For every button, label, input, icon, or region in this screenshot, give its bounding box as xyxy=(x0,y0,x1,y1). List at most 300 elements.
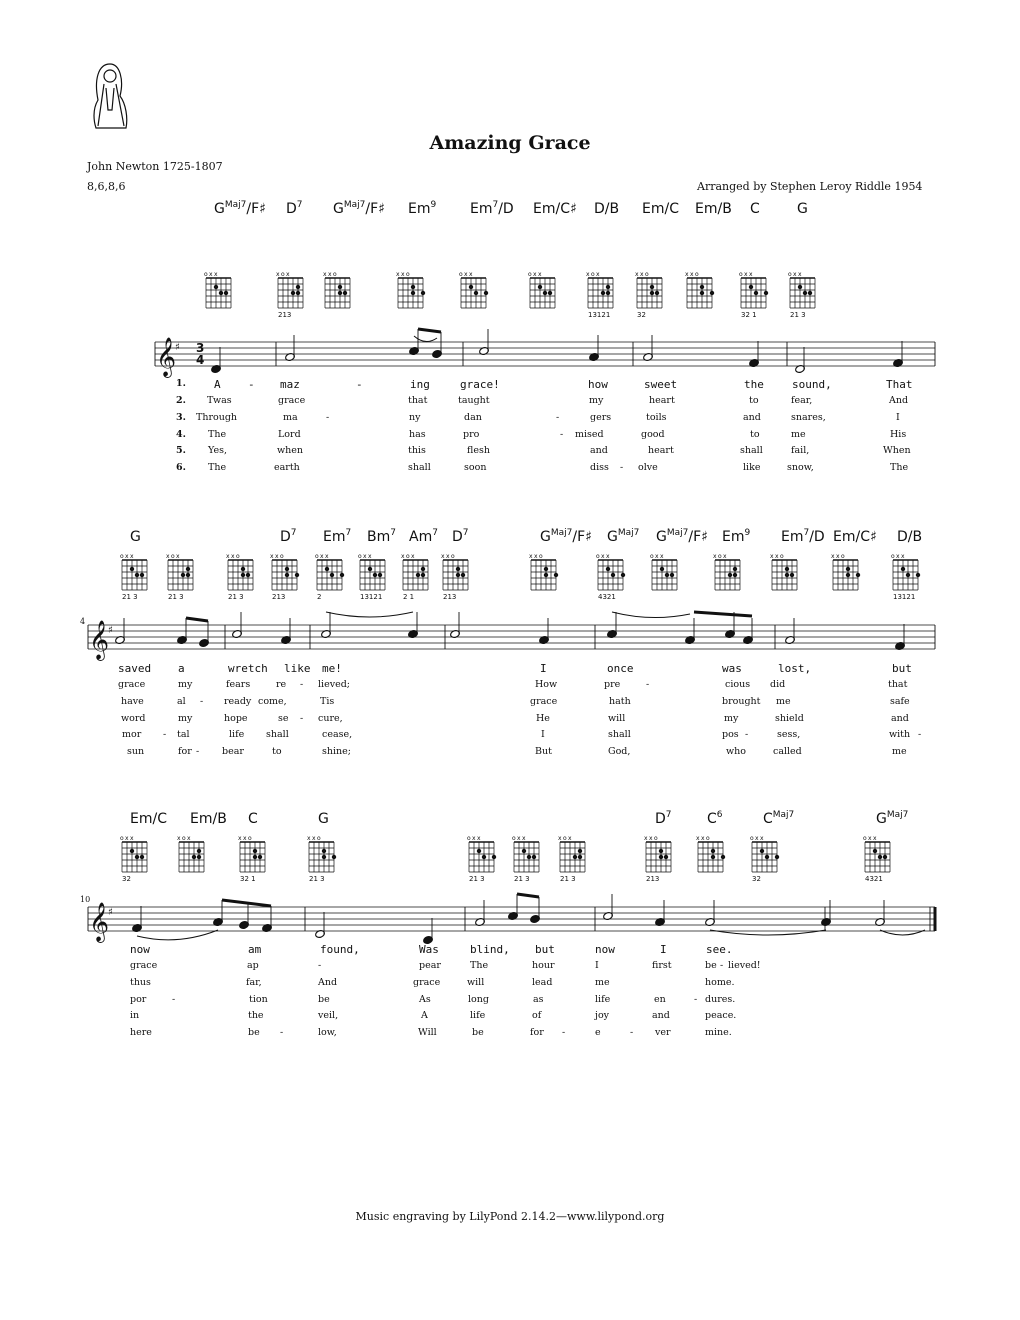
chord-extension: 7 xyxy=(390,528,396,538)
fretboard-string-mark: o xyxy=(182,835,186,842)
lyric-syllable: - xyxy=(300,713,304,724)
fretboard-finger-dot xyxy=(548,291,552,295)
fretboard-finger-dot xyxy=(527,855,531,859)
chord-symbol xyxy=(318,810,329,827)
lyric-syllable: - xyxy=(560,429,564,440)
lyric-syllable: me xyxy=(595,977,610,988)
lyric-syllable: me! xyxy=(322,662,342,675)
fretboard-string-mark: o xyxy=(406,271,410,278)
fretboard-finger-dot xyxy=(186,567,190,571)
fretboard-string-mark: x xyxy=(320,553,324,560)
chord-fingering: 32 xyxy=(637,311,646,319)
fretboard-string-mark: o xyxy=(333,271,337,278)
lyric-syllable: gers xyxy=(590,412,612,423)
fretboard-string-mark: x xyxy=(901,553,905,560)
fretboard-finger-dot xyxy=(492,855,496,859)
fretboard-finger-dot xyxy=(544,567,548,571)
lyric-syllable: how xyxy=(588,378,608,391)
chord-symbol xyxy=(452,528,469,545)
fretboard-string-mark: o xyxy=(695,271,699,278)
fretboard-finger-dot xyxy=(883,855,887,859)
chord-symbol xyxy=(750,200,760,217)
fretboard-string-mark: o xyxy=(512,835,516,842)
fretboard-string-mark: o xyxy=(863,835,867,842)
fretboard-finger-dot xyxy=(700,285,704,289)
fretboard-string-mark: x xyxy=(401,271,405,278)
fretboard-string-mark: x xyxy=(176,553,180,560)
fretboard-finger-dot xyxy=(650,285,654,289)
lyric-syllable: Yes, xyxy=(208,445,227,456)
fretboard-finger-dot xyxy=(474,291,478,295)
fretboard-finger-dot xyxy=(803,291,807,295)
fretboard-string-mark: o xyxy=(780,553,784,560)
lyric-syllable: Tis xyxy=(320,696,335,707)
chord-root: D/B xyxy=(897,529,923,545)
lyric-syllable: blind, xyxy=(470,943,510,956)
fretboard-finger-dot xyxy=(246,573,250,577)
lyric-syllable: and xyxy=(590,445,608,456)
fretboard-finger-dot xyxy=(461,573,465,577)
fretboard-finger-dot xyxy=(285,567,289,571)
fretboard-finger-dot xyxy=(130,567,134,571)
fretboard-string-mark: o xyxy=(591,271,595,278)
fretboard-string-mark: x xyxy=(368,553,372,560)
fretboard-string-mark: x xyxy=(325,553,329,560)
lyric-syllable: a xyxy=(178,662,185,675)
fretboard-string-mark: x xyxy=(441,553,445,560)
fretboard-finger-dot xyxy=(330,573,334,577)
lyric-syllable: Was xyxy=(419,943,439,956)
fretboard-finger-dot xyxy=(378,573,382,577)
chord-extension: Maj7 xyxy=(343,200,366,210)
fretboard-string-mark: x xyxy=(130,835,134,842)
fretboard-string-mark: x xyxy=(464,271,468,278)
fretboard-string-mark: x xyxy=(270,553,274,560)
lyric-syllable: the xyxy=(744,378,764,391)
fretboard-finger-dot xyxy=(295,573,299,577)
lyric-syllable: but xyxy=(892,662,912,675)
fretboard-string-mark: o xyxy=(459,271,463,278)
lyric-syllable: me xyxy=(892,746,907,757)
chord-symbol xyxy=(763,810,794,827)
verse-number: 4. xyxy=(176,429,186,440)
chord-symbol xyxy=(656,528,708,545)
lyric-syllable: this xyxy=(408,445,426,456)
chord-fingering: 32 xyxy=(122,875,131,883)
chord-symbol xyxy=(130,810,167,827)
fretboard-finger-dot xyxy=(469,285,473,289)
lyric-syllable: As xyxy=(419,994,431,1005)
fretboard-string-mark: x xyxy=(323,271,327,278)
fretboard-finger-dot xyxy=(421,291,425,295)
fretboard-string-mark: o xyxy=(171,553,175,560)
lyric-syllable: am xyxy=(248,943,262,956)
chord-root: G xyxy=(656,529,667,545)
chord-root: C xyxy=(750,201,760,217)
fretboard-string-mark: x xyxy=(231,553,235,560)
lyric-syllable: hope xyxy=(224,713,248,724)
lyric-syllable: and xyxy=(891,713,909,724)
fretboard-finger-dot xyxy=(606,567,610,571)
fretboard-finger-dot xyxy=(538,285,542,289)
treble-clef: 𝄞 xyxy=(89,620,110,660)
lyric-syllable: A xyxy=(421,1010,428,1021)
fretboard-finger-dot xyxy=(901,567,905,571)
fretboard-finger-dot xyxy=(749,285,753,289)
lyric-syllable: but xyxy=(535,943,555,956)
fretboard-string-mark: x xyxy=(214,271,218,278)
fretboard-string-mark: o xyxy=(650,553,654,560)
chord-fingering: 2 xyxy=(317,593,322,601)
fretboard-string-mark: x xyxy=(469,271,473,278)
note-beam xyxy=(517,894,539,897)
lyric-syllable: to xyxy=(272,746,282,757)
lyric-syllable: far, xyxy=(246,977,262,988)
lyric-syllable: shine; xyxy=(322,746,351,757)
fretboard-finger-dot xyxy=(760,849,764,853)
fretboard-finger-dot xyxy=(664,855,668,859)
lyric-syllable: home. xyxy=(705,977,735,988)
fretboard-string-mark: x xyxy=(606,553,610,560)
fretboard-finger-dot xyxy=(186,573,190,577)
chord-root: Em/C xyxy=(642,201,679,217)
fretboard-string-mark: x xyxy=(125,835,129,842)
chord-extension: 7 xyxy=(462,528,469,538)
lyric-syllable: safe xyxy=(890,696,910,707)
fretboard-string-mark: o xyxy=(750,835,754,842)
lyric-syllable: first xyxy=(652,960,672,971)
fretboard-finger-dot xyxy=(135,573,139,577)
fretboard-finger-dot xyxy=(421,567,425,571)
song-title: Amazing Grace xyxy=(429,132,591,154)
chord-fingering: 32 xyxy=(752,875,761,883)
lyric-syllable: God, xyxy=(608,746,631,757)
lyric-syllable: be xyxy=(705,960,717,971)
verse-number: 1. xyxy=(176,378,186,389)
chord-extension: Maj7 xyxy=(617,528,640,538)
note-beam xyxy=(418,329,441,332)
chord-extension: Maj7 xyxy=(772,810,795,820)
lyric-syllable: hath xyxy=(609,696,631,707)
lyric-syllable: tion xyxy=(249,994,268,1005)
lyric-syllable: of xyxy=(532,1010,542,1021)
lyric-syllable: found, xyxy=(320,943,360,956)
fretboard-finger-dot xyxy=(332,855,336,859)
lyric-syllable: was xyxy=(722,662,742,675)
fretboard-finger-dot xyxy=(544,573,548,577)
fretboard-string-mark: x xyxy=(696,835,700,842)
lyric-syllable: The xyxy=(470,960,489,971)
fretboard-string-mark: x xyxy=(209,271,213,278)
fretboard-finger-dot xyxy=(785,573,789,577)
lyric-syllable: - xyxy=(163,729,167,740)
chord-symbol xyxy=(897,528,922,545)
fretboard-string-mark: x xyxy=(755,835,759,842)
lyric-syllable: I xyxy=(540,662,547,675)
lyric-syllable: dan xyxy=(464,412,482,423)
fretboard-finger-dot xyxy=(482,855,486,859)
verse-number: 3. xyxy=(176,412,186,423)
fretboard-string-mark: o xyxy=(739,271,743,278)
lyric-syllable: grace xyxy=(530,696,558,707)
chord-fingering: 21 3 xyxy=(514,875,530,883)
fretboard-string-mark: x xyxy=(873,835,877,842)
fretboard-finger-dot xyxy=(543,291,547,295)
chord-symbol xyxy=(781,528,825,545)
time-signature-top: 3 xyxy=(196,341,205,355)
fretboard-string-mark: x xyxy=(798,271,802,278)
fretboard-string-mark: x xyxy=(477,835,481,842)
lyric-syllable: life xyxy=(595,994,611,1005)
fretboard-string-mark: x xyxy=(770,553,774,560)
lyric-syllable: did xyxy=(770,679,786,690)
fretboard-string-mark: x xyxy=(529,553,533,560)
chord-symbol xyxy=(594,200,619,217)
fretboard-finger-dot xyxy=(484,291,488,295)
fretboard-string-mark: o xyxy=(841,553,845,560)
slur xyxy=(612,612,690,618)
fretboard-string-mark: o xyxy=(280,553,284,560)
fretboard-finger-dot xyxy=(728,573,732,577)
chord-fingering: 2 1 xyxy=(403,593,415,601)
fretboard-finger-dot xyxy=(754,291,758,295)
chord-extension: 9 xyxy=(430,200,437,210)
lyric-syllable: That xyxy=(886,378,913,391)
lyric-syllable: bear xyxy=(222,746,244,757)
lyric-syllable: taught xyxy=(458,395,490,406)
chord-root: D xyxy=(280,529,291,545)
fretboard-finger-dot xyxy=(670,573,674,577)
lyric-syllable: - xyxy=(620,462,624,473)
fretboard-finger-dot xyxy=(522,849,526,853)
fretboard-finger-dot xyxy=(197,855,201,859)
chord-extension: 7 xyxy=(296,200,303,210)
lyric-syllable: the xyxy=(248,1010,264,1021)
fretboard-finger-dot xyxy=(373,573,377,577)
lyric-syllable: The xyxy=(208,429,227,440)
chord-root: Em xyxy=(408,201,431,217)
fretboard-finger-dot xyxy=(578,855,582,859)
fretboard-string-mark: x xyxy=(533,271,537,278)
lyric-syllable: en xyxy=(654,994,666,1005)
fretboard-string-mark: x xyxy=(534,553,538,560)
chord-fingering: 213 xyxy=(278,311,292,319)
chord-root: G xyxy=(130,529,141,545)
fretboard-string-mark: x xyxy=(472,835,476,842)
lyric-syllable: that xyxy=(888,679,908,690)
verse-number: 5. xyxy=(176,445,186,456)
lyric-syllable: my xyxy=(178,713,193,724)
chord-root: D/B xyxy=(594,201,620,217)
fretboard-finger-dot xyxy=(296,285,300,289)
lyric-syllable: now xyxy=(130,943,150,956)
fretboard-string-mark: x xyxy=(649,835,653,842)
lyric-syllable: Through xyxy=(196,412,238,423)
lyric-syllable: heart xyxy=(649,395,675,406)
chord-fingering: 4321 xyxy=(865,875,883,883)
fretboard-string-mark: x xyxy=(793,271,797,278)
fretboard-finger-dot xyxy=(338,291,342,295)
fretboard-string-mark: x xyxy=(177,835,181,842)
lyric-syllable: - xyxy=(318,960,322,971)
chord-symbol xyxy=(214,200,266,217)
lyric-syllable: pre xyxy=(604,679,621,690)
chord-root: D xyxy=(452,529,463,545)
chord-extension: 7 xyxy=(345,528,352,538)
fretboard-string-mark: o xyxy=(788,271,792,278)
lyric-syllable: shield xyxy=(775,713,804,724)
fretboard-finger-dot xyxy=(711,855,715,859)
verse-number: 2. xyxy=(176,395,186,406)
chord-root: C xyxy=(707,811,717,827)
chord-symbol xyxy=(695,200,732,217)
chord-symbol xyxy=(642,200,679,217)
lyric-syllable: will xyxy=(608,713,626,724)
lyric-syllable: grace! xyxy=(460,378,500,391)
lyric-syllable: - xyxy=(248,378,255,391)
lyric-syllable: pro xyxy=(463,429,480,440)
fretboard-string-mark: x xyxy=(723,553,727,560)
time-signature-bottom: 4 xyxy=(196,353,205,367)
chord-root: G xyxy=(797,201,808,217)
note-beam xyxy=(186,618,208,621)
fretboard-finger-dot xyxy=(775,855,779,859)
lyric-syllable: olve xyxy=(638,462,658,473)
lyric-syllable: - xyxy=(694,994,698,1005)
lyric-syllable: life xyxy=(229,729,245,740)
lyric-syllable: be xyxy=(248,1027,260,1038)
lyric-syllable: shall xyxy=(608,729,631,740)
fretboard-string-mark: x xyxy=(396,271,400,278)
lyric-syllable: wretch xyxy=(228,662,268,675)
lyric-syllable: joy xyxy=(595,1010,610,1021)
fretboard-finger-dot xyxy=(224,291,228,295)
fretboard-string-mark: x xyxy=(749,271,753,278)
chord-fingering: 213 xyxy=(646,875,660,883)
lyric-syllable: have xyxy=(121,696,144,707)
fretboard-string-mark: x xyxy=(596,271,600,278)
chord-symbol xyxy=(248,810,258,827)
fretboard-finger-dot xyxy=(140,573,144,577)
fretboard-string-mark: x xyxy=(685,271,689,278)
measure-number: 4 xyxy=(80,617,86,626)
fretboard-finger-dot xyxy=(711,849,715,853)
chord-fingering: 13121 xyxy=(588,311,611,319)
fretboard-string-mark: x xyxy=(286,271,290,278)
fretboard-finger-dot xyxy=(846,573,850,577)
lyric-syllable: shall xyxy=(266,729,289,740)
fretboard-string-mark: x xyxy=(238,835,242,842)
lyric-syllable: sound, xyxy=(792,378,832,391)
lyric-syllable: as xyxy=(533,994,544,1005)
lyric-syllable: see. xyxy=(706,943,733,956)
lyric-syllable: Twas xyxy=(207,395,232,406)
chord-symbol xyxy=(533,200,577,217)
lyric-syllable: mised xyxy=(575,429,604,440)
lyric-syllable: my xyxy=(724,713,739,724)
lyric-syllable: earth xyxy=(274,462,300,473)
lyric-syllable: - xyxy=(720,960,724,971)
fretboard-string-mark: o xyxy=(315,553,319,560)
fretboard-string-mark: x xyxy=(836,553,840,560)
lyric-syllable: who xyxy=(726,746,746,757)
chord-symbol xyxy=(722,528,750,545)
lyric-syllable: - xyxy=(172,994,176,1005)
key-signature-sharp: ♯ xyxy=(108,907,113,918)
lyric-syllable: cease, xyxy=(322,729,353,740)
chord-fingering: 21 3 xyxy=(228,593,244,601)
fretboard-finger-dot xyxy=(710,291,714,295)
chord-extension: Maj7 xyxy=(666,528,689,538)
lyric-syllable: for xyxy=(178,746,192,757)
fretboard-string-mark: x xyxy=(744,271,748,278)
fretboard-string-mark: o xyxy=(706,835,710,842)
fretboard-string-mark: o xyxy=(891,553,895,560)
fretboard-finger-dot xyxy=(181,573,185,577)
fretboard-string-mark: x xyxy=(538,271,542,278)
fretboard-string-mark: o xyxy=(563,835,567,842)
fretboard-finger-dot xyxy=(660,567,664,571)
fretboard-string-mark: x xyxy=(701,835,705,842)
chord-root: Em/C xyxy=(130,811,167,827)
lyric-syllable: And xyxy=(318,977,338,988)
lyric-syllable: and xyxy=(743,412,761,423)
lyric-syllable: soon xyxy=(464,462,487,473)
lyric-syllable: with xyxy=(889,729,911,740)
fretboard-finger-dot xyxy=(764,291,768,295)
fretboard-string-mark: o xyxy=(528,271,532,278)
lyric-syllable: saved xyxy=(118,662,152,675)
fretboard-finger-dot xyxy=(601,291,605,295)
chord-symbol xyxy=(470,200,514,217)
fretboard-finger-dot xyxy=(368,567,372,571)
fretboard-string-mark: o xyxy=(120,835,124,842)
fretboard-finger-dot xyxy=(135,855,139,859)
lyricist-credit: John Newton 1725-1807 xyxy=(87,160,223,173)
lyric-syllable: hour xyxy=(532,960,555,971)
chord-root: Em/C♯ xyxy=(833,529,877,545)
lyric-syllable: - xyxy=(745,729,749,740)
lyric-syllable: fear, xyxy=(791,395,813,406)
lyric-syllable: mor xyxy=(122,729,142,740)
lyric-syllable: shall xyxy=(408,462,431,473)
fretboard-string-mark: x xyxy=(660,553,664,560)
lyric-syllable: low, xyxy=(318,1027,337,1038)
chord-bass: /F♯ xyxy=(572,529,592,545)
fretboard-string-mark: x xyxy=(187,835,191,842)
chord-fingering: 13121 xyxy=(360,593,383,601)
fretboard-string-mark: x xyxy=(312,835,316,842)
chord-root: Em xyxy=(781,529,804,545)
chord-extension: 9 xyxy=(744,528,751,538)
fretboard-finger-dot xyxy=(606,291,610,295)
fretboard-finger-dot xyxy=(343,291,347,295)
fretboard-finger-dot xyxy=(573,855,577,859)
lyric-syllable: flesh xyxy=(467,445,490,456)
lyric-syllable: A xyxy=(214,378,221,391)
chord-fingering: 21 3 xyxy=(122,593,138,601)
lyric-syllable: heart xyxy=(648,445,674,456)
fretboard-finger-dot xyxy=(338,285,342,289)
chord-root: G xyxy=(318,811,329,827)
fretboard-finger-dot xyxy=(456,567,460,571)
lyric-syllable: grace xyxy=(413,977,441,988)
lyric-syllable: to xyxy=(749,395,759,406)
chord-root: D xyxy=(655,811,666,827)
fretboard-string-mark: x xyxy=(411,553,415,560)
fretboard-string-mark: x xyxy=(125,553,129,560)
fretboard-finger-dot xyxy=(214,285,218,289)
